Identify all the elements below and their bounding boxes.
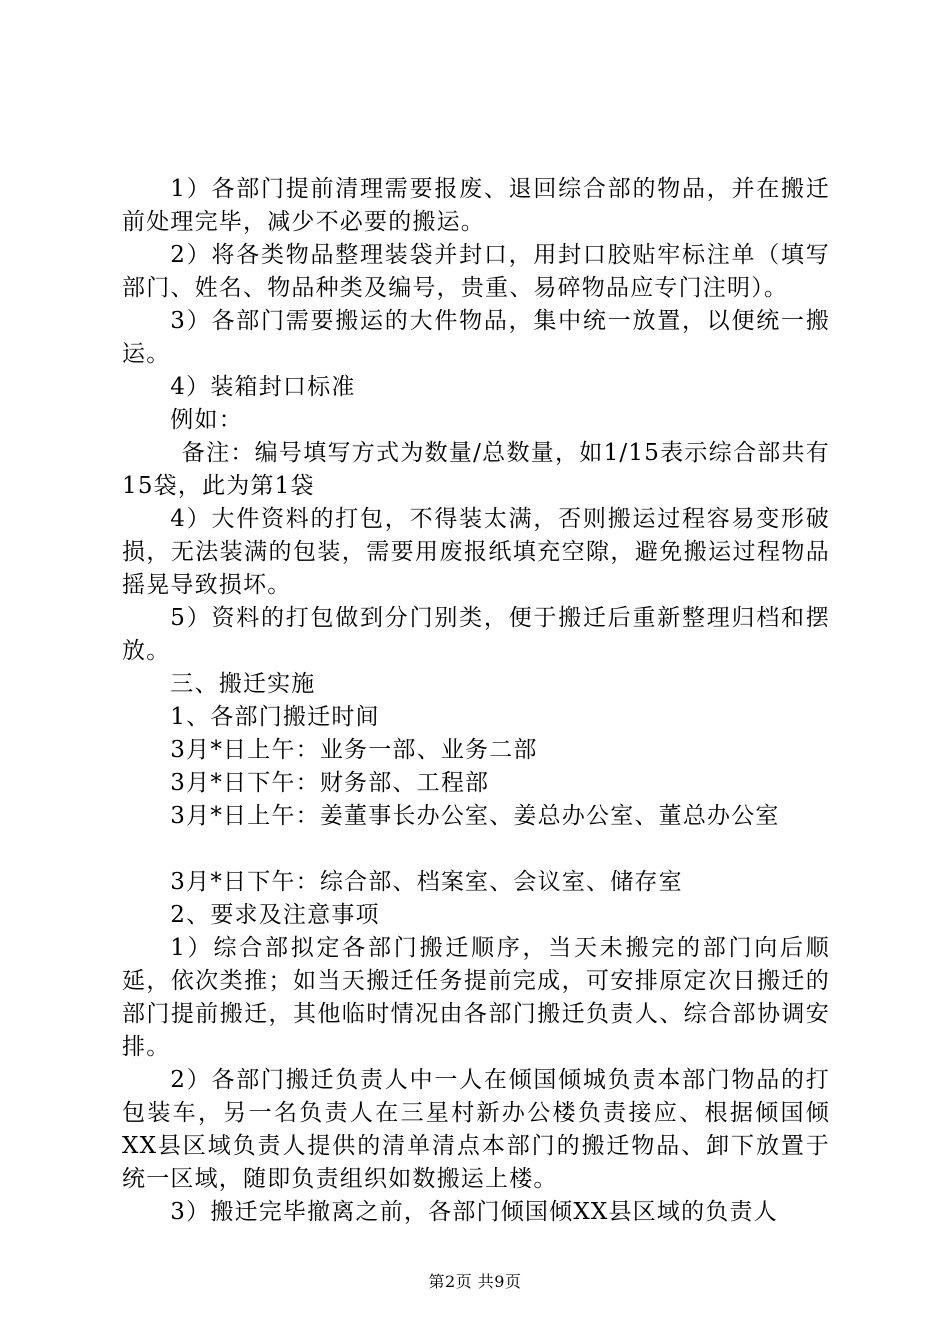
schedule-item-2: 3月*日下午：财务部、工程部 — [170, 770, 490, 796]
paragraph-note: 备注：编号填写方式为数量/总数量，如1/15表示综合部共有15袋，此为第1袋 — [122, 440, 830, 499]
paragraph-2: 2）将各类物品整理装袋并封口，用封口胶贴牢标注单（填写部门、姓名、物品种类及编号，贵重、易碎物品应专门注明）。 — [122, 242, 830, 301]
paragraph-requirement-2: 2）各部门搬迁负责人中一人在倾国倾城负责本部门物品的打包装车，另一名负责人在三星村新办公楼负责接应、根据倾国倾XX县区域负责人提供的清单清点本部门的搬迁物品、卸下放置于统一区域，随即负责组织如数搬运上楼。 — [122, 1067, 830, 1192]
paragraph-requirement-3: 3）搬迁完毕撤离之前，各部门倾国倾XX县区域的负责人 — [170, 1199, 778, 1225]
paragraph-3: 3）各部门需要搬运的大件物品，集中统一放置，以便统一搬运。 — [122, 308, 830, 367]
page-footer: 第2页 共9页 — [428, 1272, 522, 1291]
paragraph-6: 5）资料的打包做到分门别类，便于搬迁后重新整理归档和摆放。 — [122, 605, 830, 664]
schedule-item-4: 3月*日下午：综合部、档案室、会议室、储存室 — [170, 869, 683, 895]
schedule-item-3: 3月*日上午：姜董事长办公室、姜总办公室、董总办公室 — [170, 803, 780, 829]
paragraph-5: 4）大件资料的打包，不得装太满，否则搬运过程容易变形破损，无法装满的包装，需要用废报纸填充空隙，避免搬运过程物品摇晃导致损坏。 — [122, 506, 830, 598]
subheading-schedule: 1、各部门搬迁时间 — [170, 704, 380, 730]
paragraph-requirement-1: 1）综合部拟定各部门搬迁顺序，当天未搬完的部门向后顺延，依次类推；如当天搬迁任务提前完成，可安排原定次日搬迁的部门提前搬迁，其他临时情况由各部门搬迁负责人、综合部协调安排。 — [122, 935, 830, 1060]
schedule-item-1: 3月*日上午：业务一部、业务二部 — [170, 737, 538, 763]
section-heading: 三、搬迁实施 — [170, 671, 316, 697]
paragraph-example: 例如： — [170, 407, 243, 433]
subheading-requirements: 2、要求及注意事项 — [170, 902, 380, 928]
paragraph-4: 4）装箱封口标准 — [170, 374, 356, 400]
document-body — [122, 173, 830, 1229]
paragraph-1: 1）各部门提前清理需要报废、退回综合部的物品，并在搬迁前处理完毕，减少不必要的搬运。 — [122, 176, 830, 235]
